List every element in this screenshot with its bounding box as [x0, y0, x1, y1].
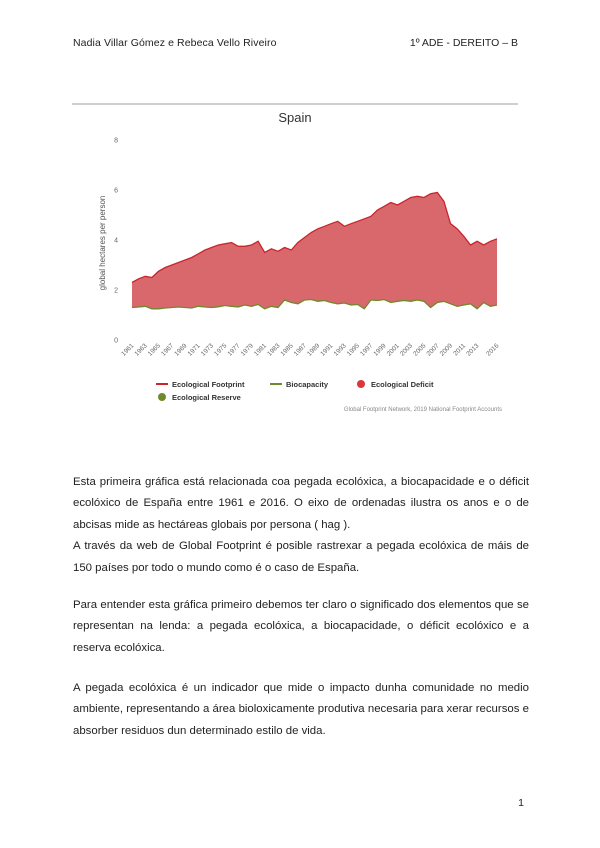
x-tick-label: 1979	[239, 342, 255, 358]
chart-title: Spain	[278, 110, 312, 125]
legend-biocapacity-label[interactable]: Biocapacity	[286, 380, 329, 389]
y-tick-label: 4	[114, 237, 118, 245]
x-tick-label: 1987	[292, 342, 308, 358]
x-tick-label: 1975	[213, 342, 229, 358]
page-number: 1	[518, 797, 524, 809]
x-tick-label: 1981	[252, 342, 269, 358]
legend-ecological-footprint-label[interactable]: Ecological Footprint	[172, 380, 245, 389]
legend-ecological-reserve-swatch	[158, 393, 166, 401]
x-tick-label: 1991	[319, 342, 335, 358]
deficit-area	[132, 193, 497, 309]
y-tick-label: 6	[114, 187, 118, 195]
legend-ecological-deficit-label[interactable]: Ecological Deficit	[371, 380, 434, 389]
y-tick-label: 2	[114, 287, 118, 295]
y-tick-labels	[114, 138, 118, 345]
x-tick-label: 1999	[372, 342, 388, 358]
legend-ecological-deficit-swatch	[357, 380, 365, 388]
paragraph-1b-text: A través da web de Global Footprint é posible rastrexar a pegada ecolóxica de máis de 150 países por todo o mundo como é o caso de España.	[73, 540, 529, 574]
paragraph-2: Para entender esta gráfica primeiro debemos ter claro o significado dos elementos que se representan na lenda: a pegada ecolóxica, a biocapacidade, o déficit ecolóxico e a reserva ecolóxica.	[73, 599, 529, 654]
header-course: 1º ADE - DEREITO – B	[409, 37, 518, 49]
ecological-footprint-chart	[72, 103, 518, 416]
x-tick-label: 1985	[279, 342, 295, 358]
x-tick-label: 1973	[199, 342, 216, 358]
chart-svg	[72, 103, 518, 416]
paragraph-1-text: Esta primeira gráfica está relacionada coa pegada ecolóxica, a biocapacidade e o déficit ecolóxico de España entre 1961 e 2016. O eixo de ordenadas ilustra os anos e o de abcisas mide as hectáreas globais por persona ( hag ).	[73, 476, 529, 531]
x-tick-label: 1993	[332, 342, 348, 358]
y-tick-label: 0	[114, 337, 118, 345]
x-tick-label: 2003	[398, 342, 415, 358]
x-tick-label: 1969	[173, 342, 189, 358]
x-tick-label: 2001	[385, 342, 401, 358]
x-tick-label: 1977	[226, 342, 242, 358]
x-tick-label: 2007	[425, 342, 441, 358]
x-tick-label: 1997	[359, 342, 375, 358]
x-tick-label: 1961	[120, 342, 136, 358]
x-tick-label: 1989	[306, 342, 322, 358]
paragraph-3: A pegada ecolóxica é un indicador que mide o impacto dunha comunidade no medio ambiente, representando a área bioloxicamente produtiva necesaria para xerar recursos e absorber residuos dun determinado estilo de vida.	[73, 682, 529, 737]
x-tick-label: 2011	[452, 342, 468, 358]
y-tick-label: 8	[114, 137, 118, 145]
x-tick-label: 2005	[412, 342, 428, 358]
x-tick-labels	[120, 342, 500, 358]
legend-ecological-reserve-label[interactable]: Ecological Reserve	[172, 393, 241, 402]
x-tick-label: 1965	[146, 342, 162, 358]
chart-source: Global Footprint Network, 2019 National Footprint Accounts	[343, 407, 502, 413]
x-tick-label: 1971	[186, 342, 202, 358]
x-tick-label: 1995	[345, 342, 362, 358]
header-authors: Nadia Villar Gómez e Rebeca Vello Riveiro	[73, 37, 277, 49]
x-tick-label: 1983	[266, 342, 282, 358]
y-axis-label: global hectares per person	[98, 195, 107, 291]
chart-legend	[156, 380, 434, 402]
x-tick-label: 2009	[438, 342, 454, 358]
x-tick-label: 2013	[465, 342, 481, 358]
deficit-area-group	[132, 193, 497, 309]
paragraph-1	[73, 472, 529, 579]
x-tick-label: 1963	[133, 342, 149, 358]
x-tick-label: 2016	[485, 342, 501, 358]
x-tick-label: 1967	[160, 342, 176, 358]
